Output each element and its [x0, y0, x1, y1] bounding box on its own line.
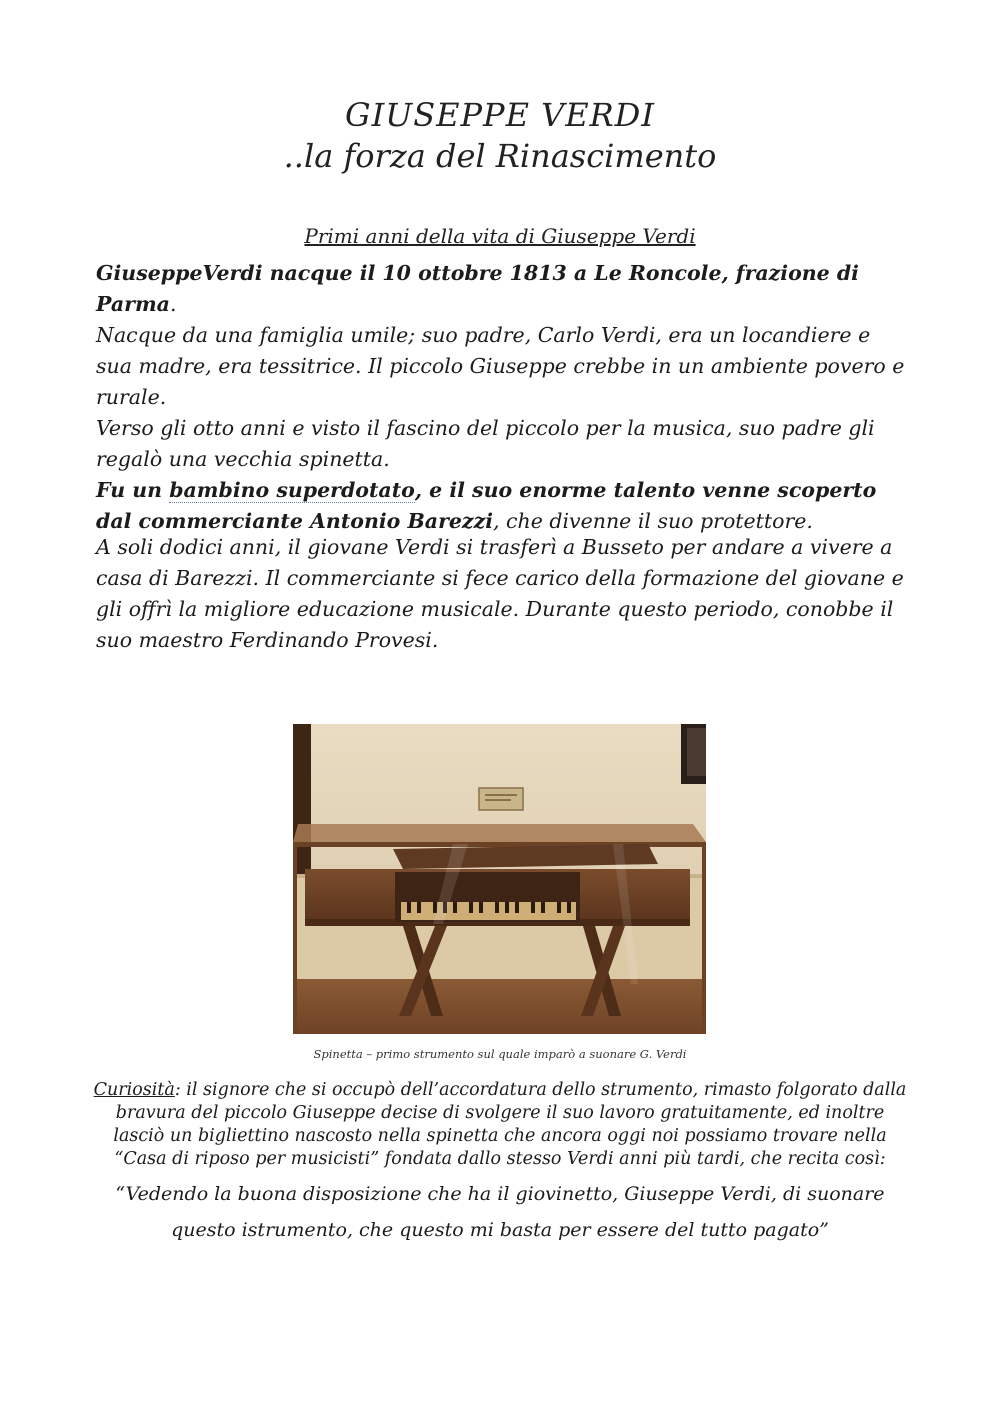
curiosity-text-b: fondata dallo stesso Verdi anni più tardi, che recita così:	[379, 1149, 886, 1169]
spinet-gift-text: Verso gli otto anni e visto il fascino del piccolo per la musica, suo padre gli regalò una vecchia spinetta.	[96, 416, 875, 471]
family-text: Nacque da una famiglia umile; suo padre, Carlo Verdi, era un locandiere e sua madre, era tessitrice. Il piccolo Giuseppe crebbe in un ambiente povero e rurale.	[96, 323, 905, 409]
talent-highlight: bambino superdotato	[169, 478, 415, 502]
protector-text: , che divenne il suo protettore.	[493, 509, 813, 533]
curiosity-place: “Casa di riposo per musicisti”	[114, 1149, 380, 1169]
birth-statement-end: .	[169, 292, 177, 316]
busseto-paragraph: A soli dodici anni, il giovane Verdi si trasferì a Busseto per andare a vivere a casa di Barezzi. Il commerciante si fece carico della formazione del giovane e gli offrì la migliore educazione musicale. Durante questo periodo, conobbe il suo maestro Ferdinando Provesi.	[96, 535, 904, 652]
biography-paragraph	[96, 258, 911, 537]
document-subtitle: ..la forza del Rinascimento	[283, 137, 717, 175]
talent-text-a: Fu un	[96, 478, 170, 502]
birth-statement: GiuseppeVerdi nacque il 10 ottobre 1813 a Le Roncole, frazione di Parma	[96, 261, 859, 316]
spinet-photo	[293, 724, 706, 1034]
curiosity-paragraph	[90, 1079, 910, 1171]
photo-caption: Spinetta – primo strumento sul quale imparò a suonare G. Verdi	[313, 1047, 687, 1061]
handwritten-quote: “Vedendo la buona disposizione che ha il giovinetto, Giuseppe Verdi, di suonare questo istrumento, che questo mi basta per essere del tutto pagato”	[115, 1183, 885, 1241]
talent-text-b: , e il suo enorme talento venne scoperto dal commerciante Antonio Barezzi	[96, 478, 877, 533]
curiosity-label: Curiosità	[93, 1080, 175, 1100]
document-title: GIUSEPPE VERDI	[345, 96, 655, 134]
curiosity-text-a: : il signore che si occupò dell’accordatura dello strumento, rimasto folgorato dalla bravura del piccolo Giuseppe decise di svolgere il suo lavoro gratuitamente, ed inoltre lasciò un bigliettino nascosto nella spinetta che ancora oggi noi possiamo trovare nella	[113, 1080, 907, 1146]
section-heading: Primi anni della vita di Giuseppe Verdi	[304, 224, 696, 248]
